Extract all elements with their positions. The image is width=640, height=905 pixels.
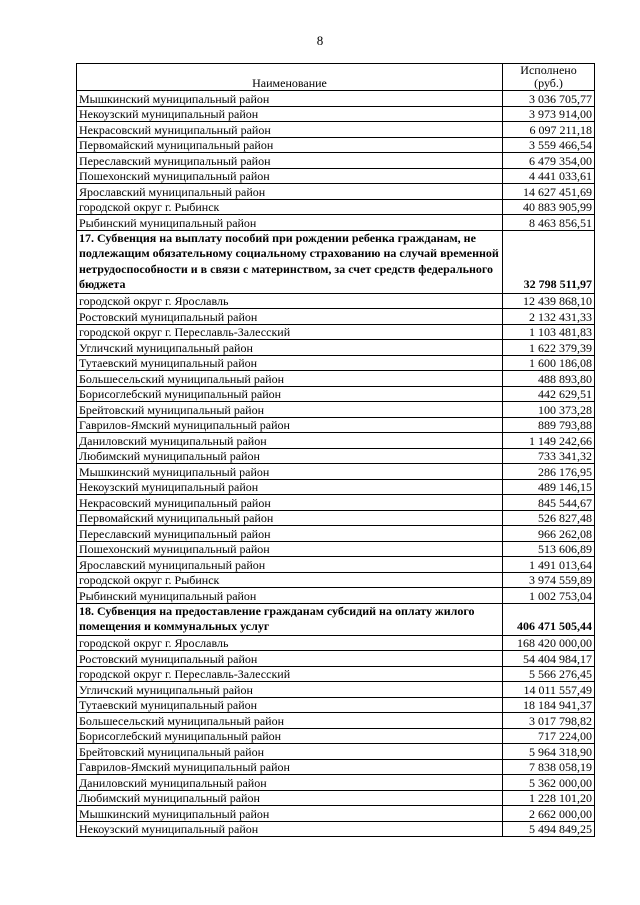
row-name: городской округ г. Переславль-Залесский bbox=[77, 666, 503, 682]
row-value: 488 893,80 bbox=[503, 371, 595, 387]
row-name: городской округ г. Ярославль bbox=[77, 635, 503, 651]
table-row bbox=[77, 697, 595, 713]
table-row bbox=[77, 215, 595, 231]
row-value: 489 146,15 bbox=[503, 479, 595, 495]
row-name: Гаврилов-Ямский муниципальный район bbox=[77, 759, 503, 775]
row-name: Угличский муниципальный район bbox=[77, 682, 503, 698]
table-row bbox=[77, 744, 595, 760]
row-name: Гаврилов-Ямский муниципальный район bbox=[77, 417, 503, 433]
table-row bbox=[77, 666, 595, 682]
table-row bbox=[77, 651, 595, 667]
table-body bbox=[77, 91, 595, 837]
table-row bbox=[77, 199, 595, 215]
table-row bbox=[77, 433, 595, 449]
row-value: 40 883 905,99 bbox=[503, 199, 595, 215]
row-value: 14 627 451,69 bbox=[503, 184, 595, 200]
row-name: Любимский муниципальный район bbox=[77, 448, 503, 464]
row-value: 3 973 914,00 bbox=[503, 106, 595, 122]
row-value: 717 224,00 bbox=[503, 728, 595, 744]
table-row bbox=[77, 635, 595, 651]
row-name: Борисоглебский муниципальный район bbox=[77, 728, 503, 744]
row-value: 1 149 242,66 bbox=[503, 433, 595, 449]
row-value: 513 606,89 bbox=[503, 541, 595, 557]
row-value: 526 827,48 bbox=[503, 510, 595, 526]
row-value: 168 420 000,00 bbox=[503, 635, 595, 651]
section-total: 406 471 505,44 bbox=[503, 603, 595, 635]
section-row bbox=[77, 603, 595, 635]
row-value: 12 439 868,10 bbox=[503, 293, 595, 309]
row-name: городской округ г. Рыбинск bbox=[77, 572, 503, 588]
section-title: 17. Субвенция на выплату пособий при рождении ребенка гражданам, не подлежащим обязательному социальному страхованию на случай временной нетрудоспособности и в связи с материнством, за счет средств федерального бюджета bbox=[77, 230, 503, 293]
table-row bbox=[77, 682, 595, 698]
row-value: 1 228 101,20 bbox=[503, 790, 595, 806]
table-row bbox=[77, 479, 595, 495]
column-header-name: Наименование bbox=[77, 64, 503, 91]
table-row bbox=[77, 728, 595, 744]
table-row bbox=[77, 775, 595, 791]
row-name: Тутаевский муниципальный район bbox=[77, 697, 503, 713]
row-value: 18 184 941,37 bbox=[503, 697, 595, 713]
table-row bbox=[77, 495, 595, 511]
row-name: Ростовский муниципальный район bbox=[77, 309, 503, 325]
row-name: Мышкинский муниципальный район bbox=[77, 806, 503, 822]
row-value: 1 622 379,39 bbox=[503, 340, 595, 356]
table-row bbox=[77, 417, 595, 433]
row-name: Пошехонский муниципальный район bbox=[77, 168, 503, 184]
section-title: 18. Субвенция на предоставление гражданам субсидий на оплату жилого помещения и коммунальных услуг bbox=[77, 603, 503, 635]
row-value: 6 097 211,18 bbox=[503, 122, 595, 138]
row-name: Некрасовский муниципальный район bbox=[77, 122, 503, 138]
row-name: Ростовский муниципальный район bbox=[77, 651, 503, 667]
row-name: Мышкинский муниципальный район bbox=[77, 464, 503, 480]
row-value: 3 017 798,82 bbox=[503, 713, 595, 729]
table-row bbox=[77, 371, 595, 387]
table-row bbox=[77, 806, 595, 822]
row-value: 442 629,51 bbox=[503, 386, 595, 402]
row-value: 733 341,32 bbox=[503, 448, 595, 464]
row-value: 1 491 013,64 bbox=[503, 557, 595, 573]
budget-table bbox=[76, 63, 595, 837]
row-value: 889 793,88 bbox=[503, 417, 595, 433]
row-name: Большесельский муниципальный район bbox=[77, 713, 503, 729]
row-value: 845 544,67 bbox=[503, 495, 595, 511]
table-row bbox=[77, 510, 595, 526]
row-name: Большесельский муниципальный район bbox=[77, 371, 503, 387]
section-total: 32 798 511,97 bbox=[503, 230, 595, 293]
row-value: 7 838 058,19 bbox=[503, 759, 595, 775]
table-row bbox=[77, 557, 595, 573]
row-value: 3 974 559,89 bbox=[503, 572, 595, 588]
table-row bbox=[77, 464, 595, 480]
table-row bbox=[77, 309, 595, 325]
row-value: 3 559 466,54 bbox=[503, 137, 595, 153]
row-name: Ярославский муниципальный район bbox=[77, 184, 503, 200]
table-row bbox=[77, 713, 595, 729]
row-value: 1 600 186,08 bbox=[503, 355, 595, 371]
table-row bbox=[77, 106, 595, 122]
row-value: 286 176,95 bbox=[503, 464, 595, 480]
row-name: Некоузский муниципальный район bbox=[77, 106, 503, 122]
row-name: Первомайский муниципальный район bbox=[77, 510, 503, 526]
table-row bbox=[77, 293, 595, 309]
row-value: 5 362 000,00 bbox=[503, 775, 595, 791]
row-name: городской округ г. Рыбинск bbox=[77, 199, 503, 215]
row-value: 3 036 705,77 bbox=[503, 91, 595, 107]
row-name: Некрасовский муниципальный район bbox=[77, 495, 503, 511]
row-value: 5 494 849,25 bbox=[503, 821, 595, 837]
row-name: Первомайский муниципальный район bbox=[77, 137, 503, 153]
row-name: Тутаевский муниципальный район bbox=[77, 355, 503, 371]
row-name: Любимский муниципальный район bbox=[77, 790, 503, 806]
table-row bbox=[77, 759, 595, 775]
table-row bbox=[77, 153, 595, 169]
table-row bbox=[77, 541, 595, 557]
row-name: Некоузский муниципальный район bbox=[77, 479, 503, 495]
row-value: 1 103 481,83 bbox=[503, 324, 595, 340]
row-name: Переславский муниципальный район bbox=[77, 526, 503, 542]
row-value: 8 463 856,51 bbox=[503, 215, 595, 231]
row-name: Рыбинский муниципальный район bbox=[77, 215, 503, 231]
page-number: 8 bbox=[316, 33, 324, 48]
table-row bbox=[77, 137, 595, 153]
table-row bbox=[77, 402, 595, 418]
row-value: 966 262,08 bbox=[503, 526, 595, 542]
table-row bbox=[77, 448, 595, 464]
row-name: городской округ г. Ярославль bbox=[77, 293, 503, 309]
row-value: 2 132 431,33 bbox=[503, 309, 595, 325]
row-name: Рыбинский муниципальный район bbox=[77, 588, 503, 604]
table-row bbox=[77, 340, 595, 356]
table-row bbox=[77, 572, 595, 588]
row-value: 14 011 557,49 bbox=[503, 682, 595, 698]
table-row bbox=[77, 184, 595, 200]
row-name: Даниловский муниципальный район bbox=[77, 775, 503, 791]
table-row bbox=[77, 821, 595, 837]
row-name: Пошехонский муниципальный район bbox=[77, 541, 503, 557]
column-header-value-line1: Исполнено bbox=[520, 63, 577, 77]
row-value: 4 441 033,61 bbox=[503, 168, 595, 184]
column-header-value bbox=[503, 64, 595, 91]
table-row bbox=[77, 526, 595, 542]
section-row bbox=[77, 230, 595, 293]
row-name: Мышкинский муниципальный район bbox=[77, 91, 503, 107]
row-name: Угличский муниципальный район bbox=[77, 340, 503, 356]
row-name: Ярославский муниципальный район bbox=[77, 557, 503, 573]
row-name: Брейтовский муниципальный район bbox=[77, 402, 503, 418]
row-name: Брейтовский муниципальный район bbox=[77, 744, 503, 760]
table-row bbox=[77, 355, 595, 371]
column-header-value-line2: (руб.) bbox=[534, 76, 563, 90]
row-name: Даниловский муниципальный район bbox=[77, 433, 503, 449]
row-value: 5 964 318,90 bbox=[503, 744, 595, 760]
row-name: Некоузский муниципальный район bbox=[77, 821, 503, 837]
row-name: городской округ г. Переславль-Залесский bbox=[77, 324, 503, 340]
table-row bbox=[77, 91, 595, 107]
table-row bbox=[77, 122, 595, 138]
row-value: 1 002 753,04 bbox=[503, 588, 595, 604]
row-value: 100 373,28 bbox=[503, 402, 595, 418]
row-name: Переславский муниципальный район bbox=[77, 153, 503, 169]
row-value: 5 566 276,45 bbox=[503, 666, 595, 682]
row-name: Борисоглебский муниципальный район bbox=[77, 386, 503, 402]
table-header-row bbox=[77, 64, 595, 91]
table-row bbox=[77, 168, 595, 184]
table-row bbox=[77, 588, 595, 604]
table-row bbox=[77, 324, 595, 340]
table-row bbox=[77, 790, 595, 806]
row-value: 2 662 000,00 bbox=[503, 806, 595, 822]
table-row bbox=[77, 386, 595, 402]
row-value: 54 404 984,17 bbox=[503, 651, 595, 667]
row-value: 6 479 354,00 bbox=[503, 153, 595, 169]
